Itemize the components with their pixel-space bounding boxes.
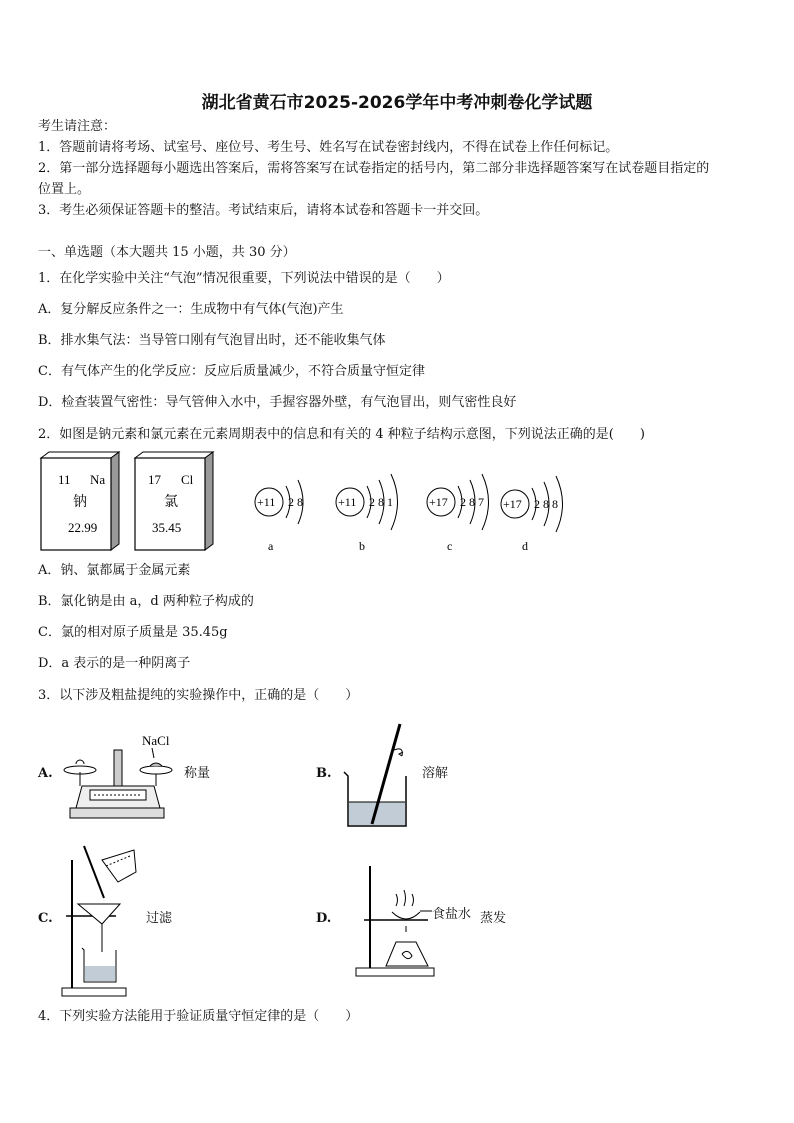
- particle-d-label: d: [522, 539, 528, 553]
- q3-option-d-letter: D.: [316, 911, 332, 926]
- chlorine-tile: [135, 452, 213, 550]
- q2-option-b: B．氯化钠是由 a，d 两种粒子构成的: [38, 594, 254, 609]
- q1-option-d: D．检查装置气密性：导气管伸入水中，手握容器外壁，有气泡冒出，则气密性良好: [38, 395, 517, 410]
- q3-option-c-letter: C.: [38, 911, 53, 926]
- balance-tag: NaCl: [142, 733, 170, 748]
- q3-option-d-tag: 食盐水: [432, 907, 472, 922]
- evaporation-illustration: [352, 862, 442, 980]
- q3-stem: 3．以下涉及粗盐提纯的实验操作中，正确的是（ ）: [38, 688, 359, 703]
- q3-option-b-letter: B.: [316, 766, 332, 781]
- q1-option-a: A．复分解反应条件之一：生成物中有气体(气泡)产生: [38, 302, 344, 317]
- q2-figure: [36, 450, 596, 560]
- sodium-symbol: Na: [90, 472, 106, 487]
- chlorine-mass: 35.45: [152, 520, 182, 535]
- notice-heading: 考生请注意：: [38, 119, 117, 134]
- balance-illustration: [58, 728, 178, 823]
- particle-d-nucleus: +17: [503, 497, 522, 511]
- particle-b-shells: 2 8 1: [369, 495, 393, 509]
- sodium-mass: 22.99: [68, 520, 98, 535]
- notice-item-1: 1．答题前请将考场、试室号、座位号、考生号、姓名写在试卷密封线内，不得在试卷上作任何标记。: [38, 140, 619, 155]
- notice-item-3: 3．考生必须保证答题卡的整洁。考试结束后，请将本试卷和答题卡一并交回。: [38, 203, 489, 218]
- section-heading: 一、单选题（本大题共 15 小题，共 30 分）: [38, 245, 296, 260]
- q4-stem: 4．下列实验方法能用于验证质量守恒定律的是（ ）: [38, 1009, 359, 1024]
- particle-a-label: a: [268, 539, 274, 553]
- chlorine-name: 氯: [164, 495, 178, 510]
- page-title: 湖北省黄石市2025-2026学年中考冲刺卷化学试题: [201, 93, 593, 113]
- particle-b-nucleus: +11: [338, 495, 357, 509]
- particle-b: [336, 474, 398, 553]
- beaker-stir-illustration: [336, 720, 426, 832]
- q1-option-b: B．排水集气法：当导管口刚有气泡冒出时，还不能收集气体: [38, 333, 386, 348]
- particle-d: [501, 476, 563, 553]
- q3-option-b-caption: 溶解: [422, 766, 449, 781]
- notice-item-2: 2．第一部分选择题每小题选出答案后，需将答案写在试卷指定的括号内，第二部分非选择题答案写在试卷题目指定的: [38, 161, 710, 176]
- chlorine-number: 17: [148, 472, 161, 487]
- sodium-tile: [41, 452, 119, 550]
- chlorine-symbol: Cl: [181, 472, 194, 487]
- particle-c: [427, 474, 489, 553]
- q3-option-d-caption: 蒸发: [480, 911, 507, 926]
- particle-c-shells: 2 8 7: [460, 495, 484, 509]
- q1-option-c: C．有气体产生的化学反应：反应后质量减少，不符合质量守恒定律: [38, 364, 425, 379]
- q1-stem: 1．在化学实验中关注“气泡”情况很重要，下列说法中错误的是（ ）: [38, 271, 450, 286]
- q3-option-a-caption: 称量: [184, 766, 211, 781]
- particle-a-shells: 2 8: [288, 495, 303, 509]
- particle-b-label: b: [359, 539, 365, 553]
- sodium-number: 11: [58, 472, 71, 487]
- particle-d-shells: 2 8 8: [534, 497, 558, 511]
- q2-option-d: D．a 表示的是一种阴离子: [38, 656, 191, 671]
- notice-item-2-cont: 位置上。: [38, 182, 91, 197]
- particle-a-nucleus: +11: [257, 495, 276, 509]
- q3-option-a-letter: A.: [38, 766, 53, 781]
- particle-c-label: c: [447, 539, 453, 553]
- q2-option-a: A．钠、氯都属于金属元素: [38, 563, 191, 578]
- q2-option-c: C．氯的相对原子质量是 35.45g: [38, 625, 228, 640]
- filtration-illustration: [58, 842, 148, 1002]
- q2-stem: 2．如图是钠元素和氯元素在元素周期表中的信息和有关的 4 种粒子结构示意图，下列说法正确的是( ): [38, 427, 645, 442]
- evaporation-pointer: [420, 905, 432, 915]
- particle-c-nucleus: +17: [429, 495, 448, 509]
- particle-a: [255, 480, 303, 553]
- sodium-name: 钠: [73, 495, 87, 510]
- q3-option-c-caption: 过滤: [146, 911, 173, 926]
